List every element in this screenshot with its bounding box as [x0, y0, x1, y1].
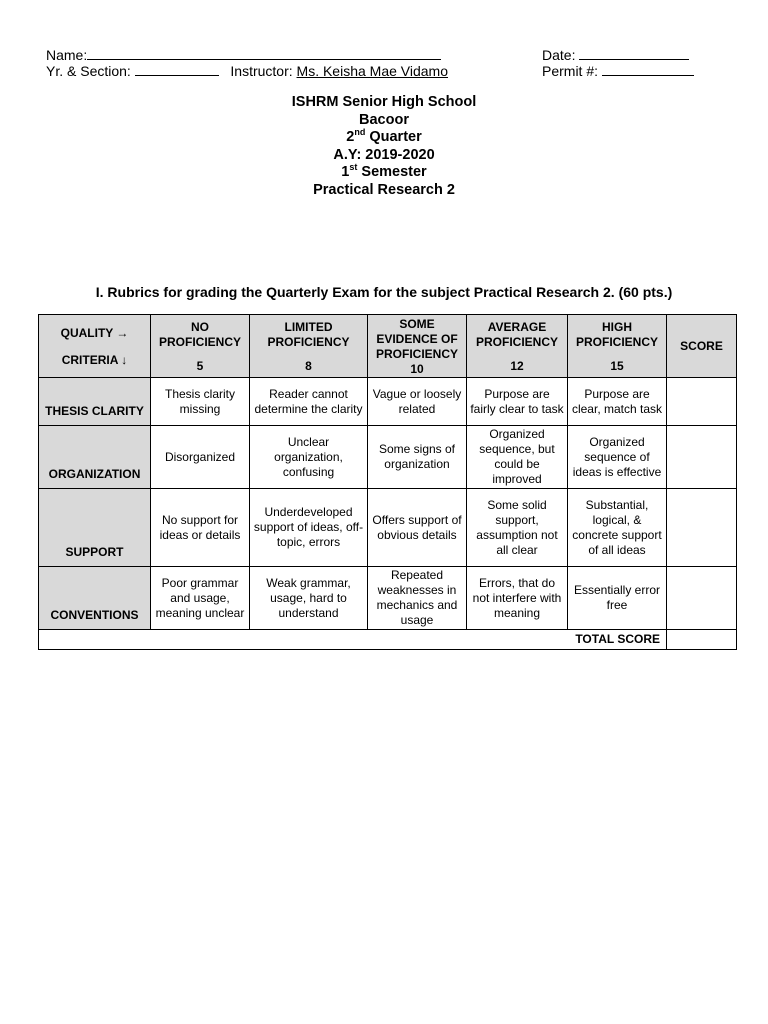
score-cell[interactable] [667, 567, 737, 630]
date-label: Date: [542, 47, 576, 63]
quarter-title [0, 129, 768, 147]
quality-label: QUALITY → [60, 326, 129, 340]
instructor-label: Instructor: [230, 63, 293, 79]
rubric-row-organization [39, 426, 737, 489]
subject-title: Practical Research 2 [313, 181, 455, 198]
rubric-cell: Unclear organization, confusing [250, 426, 368, 489]
level-name: SOME EVIDENCE OF PROFICIENCY [375, 317, 458, 361]
rubric-cell: Organized sequence, but could be improved [467, 426, 568, 489]
rubric-cell: Disorganized [151, 426, 250, 489]
rubric-cell: Offers support of obvious details [368, 489, 467, 567]
level-name: HIGH PROFICIENCY [575, 320, 658, 349]
rubric-header-row [39, 315, 737, 378]
score-header: SCORE [667, 315, 737, 378]
section-label: Yr. & Section: [46, 63, 131, 79]
name-field[interactable] [87, 46, 441, 60]
semester-suffix: st [349, 162, 358, 173]
level-header-average-proficiency [467, 315, 568, 378]
rubric-cell: Thesis clarity missing [151, 378, 250, 426]
name-line [46, 46, 441, 63]
total-score-cell[interactable] [667, 630, 737, 650]
level-header-some-evidence [368, 315, 467, 378]
total-score-label: TOTAL SCORE [39, 630, 667, 650]
rubric-row-conventions [39, 567, 737, 630]
rubric-cell: Weak grammar, usage, hard to understand [250, 567, 368, 630]
score-cell[interactable] [667, 489, 737, 567]
rubric-cell: Errors, that do not interfere with meaning [467, 567, 568, 630]
rubric-cell: No support for ideas or details [151, 489, 250, 567]
section-field[interactable] [135, 62, 219, 76]
semester-word: Semester [361, 164, 427, 181]
level-points: 12 [510, 359, 524, 373]
criteria-label: CRITERIA ↓ [61, 353, 128, 367]
campus-name: Bacoor [359, 111, 409, 128]
level-header-limited-proficiency [250, 315, 368, 378]
criterion-label: THESIS CLARITY [39, 378, 151, 426]
section-heading: I. Rubrics for grading the Quarterly Exam for the subject Practical Research 2. (60 pts.) [95, 284, 673, 300]
corner-header [39, 315, 151, 378]
rubric-cell: Organized sequence of ideas is effective [568, 426, 667, 489]
date-line [542, 46, 689, 63]
rubric-cell: Purpose are clear, match task [568, 378, 667, 426]
rubric-cell: Substantial, logical, & concrete support of all ideas [568, 489, 667, 567]
academic-year: A.Y: 2019-2020 [333, 146, 435, 163]
rubric-cell: Essentially error free [568, 567, 667, 630]
quarter-number: 2 [346, 129, 355, 146]
rubric-cell: Underdeveloped support of ideas, off-topic, errors [250, 489, 368, 567]
permit-line [542, 62, 694, 79]
name-label: Name: [46, 47, 88, 63]
rubric-total-row [39, 630, 737, 650]
level-name: AVERAGE PROFICIENCY [475, 320, 558, 349]
rubric-row-thesis-clarity [39, 378, 737, 426]
level-name: LIMITED PROFICIENCY [267, 320, 350, 349]
rubric-cell: Repeated weaknesses in mechanics and usage [368, 567, 467, 630]
score-cell[interactable] [667, 426, 737, 489]
section-line [46, 62, 448, 79]
quarter-word: Quarter [369, 129, 422, 146]
rubric-cell: Some solid support, assumption not all clear [467, 489, 568, 567]
permit-field[interactable] [602, 62, 694, 76]
level-header-high-proficiency [568, 315, 667, 378]
permit-label: Permit #: [542, 63, 599, 79]
rubric-cell: Reader cannot determine the clarity [250, 378, 368, 426]
semester-number: 1 [341, 164, 350, 181]
rubric-cell: Purpose are fairly clear to task [467, 378, 568, 426]
date-field[interactable] [579, 46, 689, 60]
semester-title [0, 164, 768, 182]
level-header-no-proficiency [151, 315, 250, 378]
criterion-label: ORGANIZATION [39, 426, 151, 489]
criterion-label: CONVENTIONS [39, 567, 151, 630]
quarter-suffix: nd [354, 127, 366, 138]
rubric-cell: Poor grammar and usage, meaning unclear [151, 567, 250, 630]
score-cell[interactable] [667, 378, 737, 426]
level-points: 15 [610, 359, 624, 373]
level-points: 8 [305, 359, 312, 373]
rubric-cell: Some signs of organization [368, 426, 467, 489]
level-name: NO PROFICIENCY [158, 320, 241, 349]
rubric-cell: Vague or loosely related [368, 378, 467, 426]
rubric-table [38, 314, 737, 650]
school-name: ISHRM Senior High School [291, 94, 477, 110]
level-points: 10 [410, 362, 424, 376]
rubric-row-support [39, 489, 737, 567]
document-titles [0, 94, 768, 200]
instructor-name: Ms. Keisha Mae Vidamo [296, 63, 449, 79]
level-points: 5 [196, 359, 204, 373]
criterion-label: SUPPORT [39, 489, 151, 567]
